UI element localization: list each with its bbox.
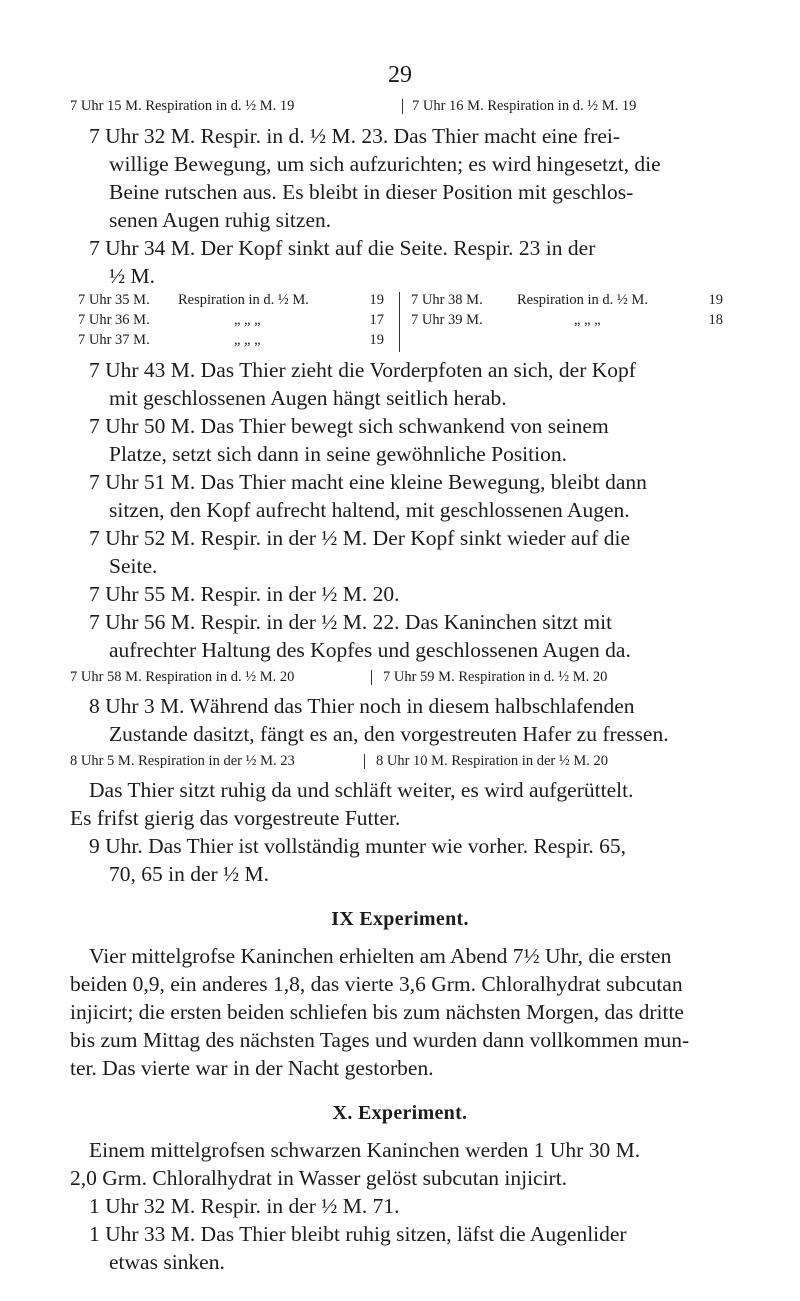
column-divider [371, 670, 372, 685]
table-cell-value: 19 [708, 292, 723, 308]
text-line: bis zum Mittag des nächsten Tages und wurden dann vollkommen mun- [70, 1028, 690, 1052]
text-line: 7 Uhr 34 M. Der Kopf sinkt auf die Seite. Respir. 23 in der [89, 236, 596, 260]
column-divider [364, 754, 365, 769]
table-cell-value: 19 [369, 332, 384, 348]
text-line: mit geschlossenen Augen hängt seitlich herab. [109, 386, 507, 410]
table-cell-resp: „ „ „ [574, 312, 601, 328]
table-cell-time: 7 Uhr 37 M. [78, 332, 150, 348]
table-row [411, 290, 741, 310]
text-line: Platze, setzt sich dann in seine gewöhnliche Position. [109, 442, 567, 466]
text-line: beiden 0,9, ein anderes 1,8, das vierte 3,6 Grm. Chloralhydrat subcutan [70, 972, 683, 996]
text-line: Seite. [109, 554, 158, 578]
table-row [78, 310, 388, 330]
text-line: 9 Uhr. Das Thier ist vollständig munter wie vorher. Respir. 65, [89, 834, 627, 858]
table-cell-time: 7 Uhr 39 M. [411, 312, 483, 328]
text-line: Zustande dasitzt, fängt es an, den vorgestreuten Hafer zu fressen. [109, 722, 669, 746]
column-divider [402, 99, 403, 114]
table-row [411, 310, 741, 330]
text-line: ter. Das vierte war in der Nacht gestorben. [70, 1056, 434, 1080]
text-line: 7 Uhr 55 M. Respir. in der ½ M. 20. [89, 582, 400, 606]
text-line: 7 Uhr 32 M. Respir. in d. ½ M. 23. Das Thier macht eine frei- [89, 124, 621, 148]
text-line: 7 Uhr 50 M. Das Thier bewegt sich schwankend von seinem [89, 414, 609, 438]
text-line: 7 Uhr 51 M. Das Thier macht eine kleine Bewegung, bleibt dann [89, 470, 647, 494]
text-line: aufrechter Haltung des Kopfes und geschlossenen Augen da. [109, 638, 631, 662]
record-line-left: 8 Uhr 5 M. Respiration in der ½ M. 23 [70, 753, 295, 769]
respiration-table-left [78, 290, 388, 350]
text-line: Beine rutschen aus. Es bleibt in dieser Position mit geschlos- [109, 180, 634, 204]
text-line: Das Thier sitzt ruhig da und schläft weiter, es wird aufgerüttelt. [89, 778, 634, 802]
table-cell-time: 7 Uhr 38 M. [411, 292, 483, 308]
table-cell-resp: „ „ „ [234, 332, 261, 348]
table-row [78, 290, 388, 310]
table-cell-resp: Respiration in d. ½ M. [178, 292, 309, 308]
text-line: 7 Uhr 52 M. Respir. in der ½ M. Der Kopf sinkt wieder auf die [89, 526, 630, 550]
text-line: ½ M. [109, 264, 155, 288]
text-line: Vier mittelgrofse Kaninchen erhielten am Abend 7½ Uhr, die ersten [89, 944, 672, 968]
text-line: 7 Uhr 56 M. Respir. in der ½ M. 22. Das Kaninchen sitzt mit [89, 610, 613, 634]
text-line: senen Augen ruhig sitzen. [109, 208, 332, 232]
column-divider [399, 292, 400, 352]
text-line: etwas sinken. [109, 1250, 225, 1274]
section-heading: IX Experiment. [331, 908, 469, 930]
record-line-right: 8 Uhr 10 M. Respiration in der ½ M. 20 [376, 753, 608, 769]
text-line: sitzen, den Kopf aufrecht haltend, mit geschlossenen Augen. [109, 498, 630, 522]
text-line: 70, 65 in der ½ M. [109, 862, 270, 886]
record-line-left: 7 Uhr 58 M. Respiration in d. ½ M. 20 [70, 669, 295, 685]
table-cell-value: 19 [369, 292, 384, 308]
text-line: 7 Uhr 43 M. Das Thier zieht die Vorderpfoten an sich, der Kopf [89, 358, 636, 382]
text-line: 1 Uhr 32 M. Respir. in der ½ M. 71. [89, 1194, 400, 1218]
page-number: 29 [388, 62, 412, 88]
section-heading: X. Experiment. [332, 1102, 468, 1124]
table-cell-resp: „ „ „ [234, 312, 261, 328]
table-cell-time: 7 Uhr 36 M. [78, 312, 150, 328]
text-line: willige Bewegung, um sich aufzurichten; es wird hingesetzt, die [109, 152, 661, 176]
text-line: Einem mittelgrofsen schwarzen Kaninchen werden 1 Uhr 30 M. [89, 1138, 641, 1162]
text-line: 2,0 Grm. Chloralhydrat in Wasser gelöst subcutan injicirt. [70, 1166, 568, 1190]
table-cell-value: 18 [708, 312, 723, 328]
table-cell-resp: Respiration in d. ½ M. [517, 292, 648, 308]
respiration-table-right [411, 290, 741, 330]
text-line: 1 Uhr 33 M. Das Thier bleibt ruhig sitzen, läfst die Augenlider [89, 1222, 627, 1246]
record-line-right: 7 Uhr 16 M. Respiration in d. ½ M. 19 [412, 98, 637, 114]
table-cell-value: 17 [369, 312, 384, 328]
text-line: Es frifst gierig das vorgestreute Futter. [70, 806, 401, 830]
text-line: injicirt; die ersten beiden schliefen bis zum nächsten Morgen, das dritte [70, 1000, 684, 1024]
record-line-left: 7 Uhr 15 M. Respiration in d. ½ M. 19 [70, 98, 295, 114]
text-line: 8 Uhr 3 M. Während das Thier noch in diesem halbschlafenden [89, 694, 635, 718]
table-row [78, 330, 388, 350]
table-cell-time: 7 Uhr 35 M. [78, 292, 150, 308]
record-line-right: 7 Uhr 59 M. Respiration in d. ½ M. 20 [383, 669, 608, 685]
